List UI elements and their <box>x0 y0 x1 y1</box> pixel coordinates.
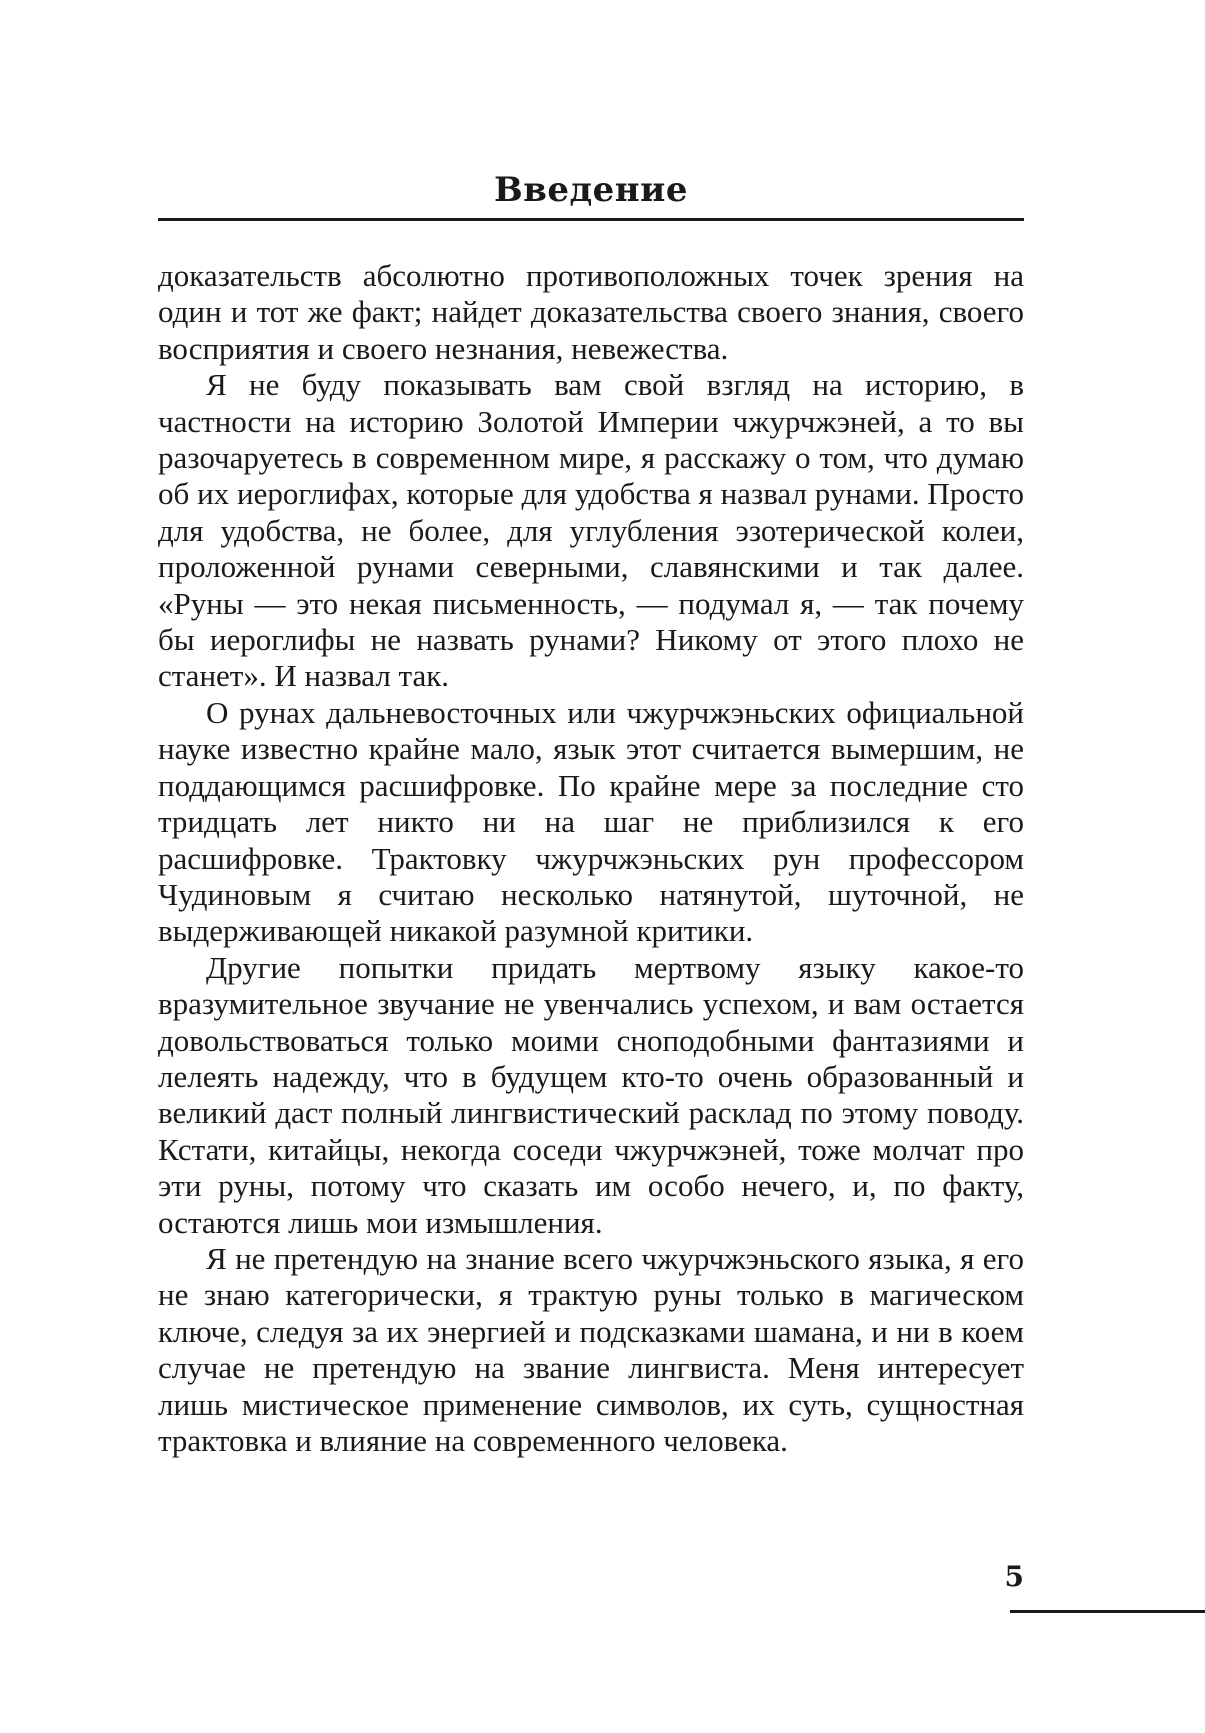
header-rule <box>158 218 1024 221</box>
footer-rule <box>1010 1610 1205 1613</box>
paragraph: О рунах дальневосточных или чжурчжэньских официальной науке известно крайне мало, язык этот считается вымершим, не поддающимся расшифровке. По крайне мере за последние сто тридцать лет никто ни на шаг не приблизился к его расшифровке. Трактовку чжурчжэньских рун профессором Чудиновым я считаю несколько натянутой, шуточной, не выдерживающей никакой разумной критики. <box>158 694 1024 949</box>
paragraph: Я не претендую на знание всего чжурчжэньского языка, я его не знаю категорически, я трактую руны только в магическом ключе, следуя за их энергией и подсказками шамана, и ни в коем случае не претендую на звание лингвиста. Меня интересует лишь мистическое применение символов, их суть, сущностная трактовка и влияние на современного человека. <box>158 1240 1024 1458</box>
page-number: 5 <box>1004 1560 1024 1593</box>
paragraph: Я не буду показывать вам свой взгляд на историю, в частности на историю Золотой Империи чжурчжэней, а то вы разочаруетесь в современном мире, я расскажу о том, что думаю об их иероглифах, которые для удобства я назвал рунами. Просто для удобства, не более, для углубления эзотерической колеи, проложенной рунами северными, славянскими и так далее. «Руны — это некая письменность, — подумал я, — так почему бы иероглифы не назвать рунами? Никому от этого плохо не станет». И назвал так. <box>158 367 1024 694</box>
paragraph: Другие попытки придать мертвому языку какое-то вразумительное звучание не увенчались успехом, и вам остается довольствоваться только моими сноподобными фантазиями и лелеять надежду, что в будущем кто-то очень образованный и великий даст полный лингвистический расклад по этому поводу. Кстати, китайцы, некогда соседи чжурчжэней, тоже молчат про эти руны, потому что сказать им особо нечего, и, по факту, остаются лишь мои измышления. <box>158 949 1024 1240</box>
body-text <box>158 258 1024 1459</box>
running-head-title: Введение <box>493 170 689 210</box>
paragraph-continuation: доказательств абсолютно противоположных точек зрения на один и тот же факт; найдет доказательства своего знания, своего восприятия и своего незнания, невежества. <box>158 258 1024 366</box>
